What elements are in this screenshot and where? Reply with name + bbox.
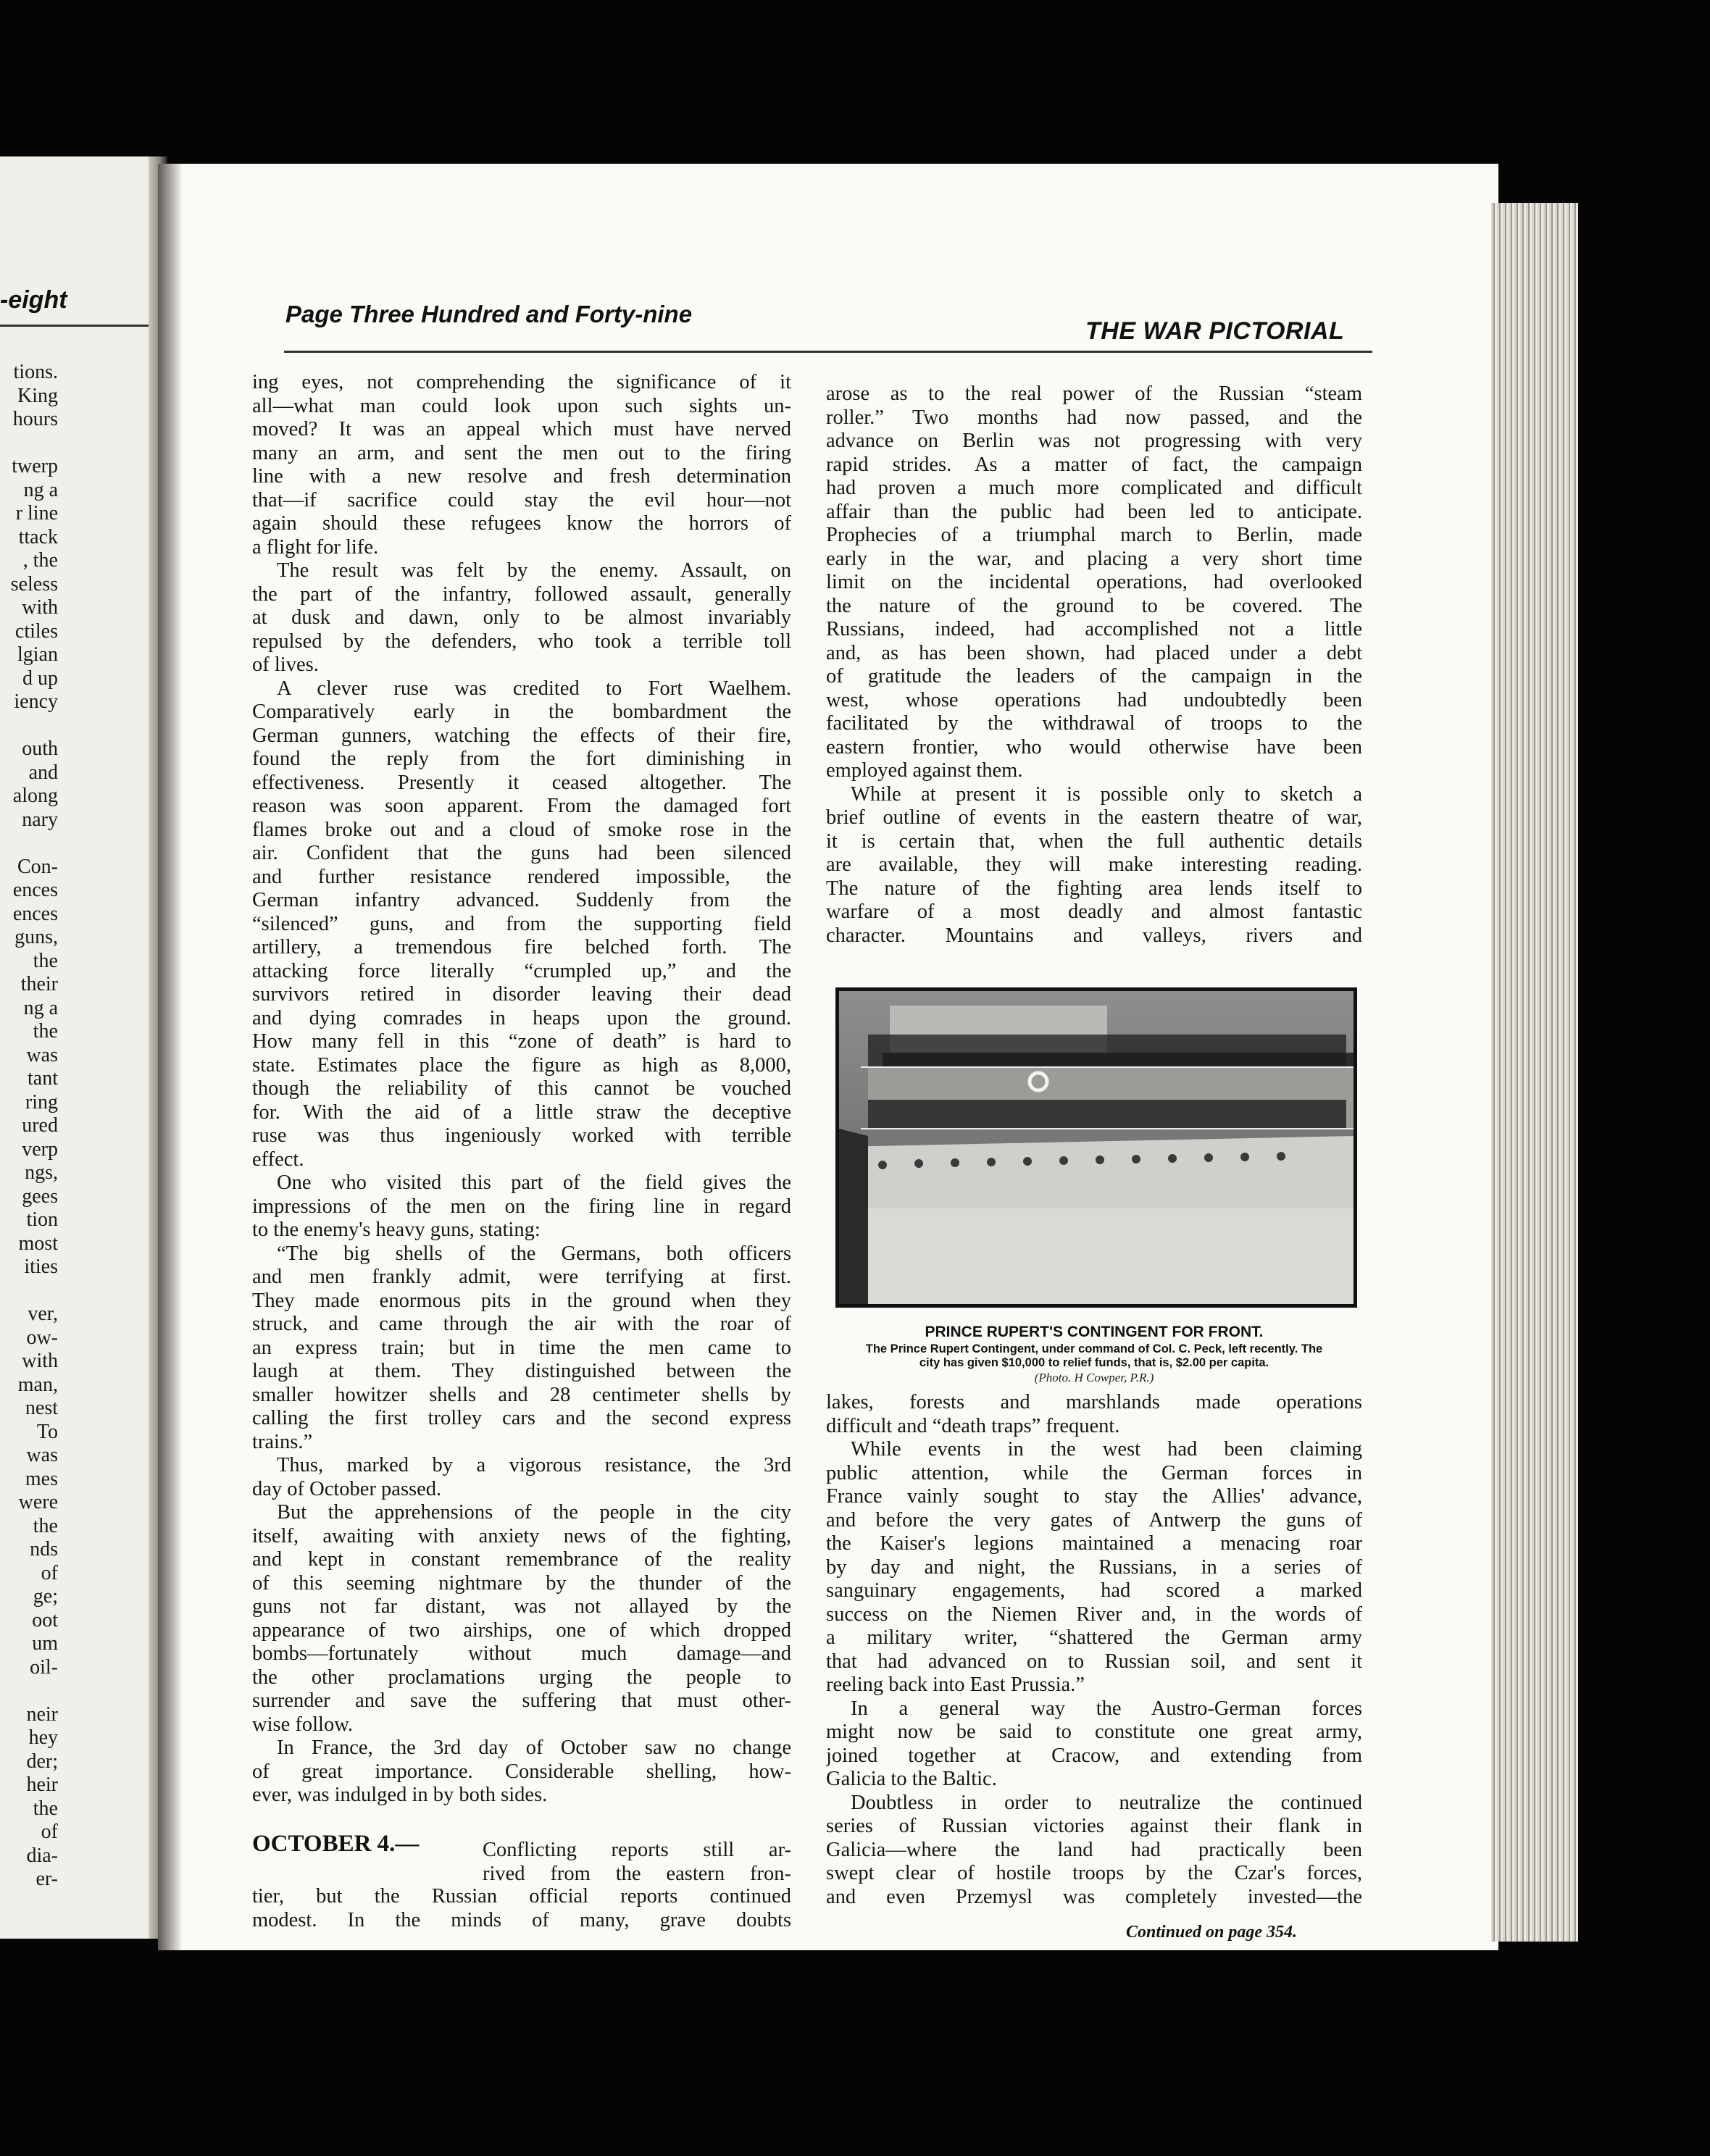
left-column-text: [252, 371, 791, 1808]
text-line: appearance of two airships, one of which dropped: [252, 1618, 791, 1642]
facing-page-line: ring: [25, 1090, 58, 1113]
facing-page-line: , the: [22, 549, 58, 572]
text-line: and before the very gates of Antwerp the guns of: [826, 1508, 1362, 1532]
text-line: west, whose operations had undoubtedly been: [826, 688, 1362, 711]
text-line: While at present it is possible only to sketch a: [851, 782, 1362, 806]
text-line: eastern frontier, who would otherwise have been: [826, 735, 1362, 759]
photo-credit: (Photo. H Cowper, P.R.): [1034, 1371, 1154, 1384]
text-line: itself, awaiting with anxiety news of the fighting,: [252, 1524, 791, 1547]
right-column-text-top: [826, 383, 1362, 948]
facing-page-line: um: [32, 1632, 58, 1655]
facing-page-line: twerp: [12, 455, 58, 477]
text-line: the part of the infantry, followed assault, generally: [252, 582, 791, 606]
text-line: day of October passed.: [252, 1477, 442, 1500]
text-line: the nature of the ground to be covered. The: [826, 594, 1362, 617]
text-line: modest. In the minds of many, grave doubts: [252, 1908, 791, 1931]
facing-page-line: ities: [24, 1255, 58, 1278]
text-line: But the apprehensions of the people in the city: [277, 1501, 791, 1524]
facing-page-line: tion: [26, 1208, 58, 1231]
caption-line: city has given $10,000 to relief funds, that is, $2.00 per capita.: [919, 1356, 1269, 1369]
text-line: sanguinary engagements, had scored a marked: [826, 1579, 1362, 1602]
text-line: Doubtless in order to neutralize the continued: [851, 1791, 1362, 1814]
facing-page-line: ttack: [18, 525, 58, 548]
facing-page-line: the: [33, 1020, 58, 1043]
text-line: and even Przemysl was completely invested—the: [826, 1885, 1362, 1908]
text-line: early in the war, and placing a very short time: [826, 547, 1362, 570]
text-line: effect.: [252, 1148, 304, 1171]
text-line: for. With the aid of a little straw the deceptive: [252, 1100, 791, 1124]
facing-page-line: hey: [28, 1726, 58, 1749]
spine-shadow: [158, 164, 183, 1950]
text-line: character. Mountains and valleys, rivers and: [826, 924, 1362, 947]
facing-page-line: seless: [10, 572, 58, 596]
facing-page-line: To: [36, 1420, 58, 1443]
facing-page-line: ences: [12, 879, 58, 901]
text-line: and, as has been shown, had placed under a debt: [826, 641, 1362, 664]
facing-page-line: dia-: [26, 1844, 58, 1867]
text-line: reason was soon apparent. From the damaged fort: [252, 795, 791, 817]
text-line: In a general way the Austro-German forces: [851, 1697, 1362, 1720]
publication-title: THE WAR PICTORIAL: [1085, 317, 1345, 345]
facing-page-line: ow-: [26, 1326, 58, 1349]
facing-page-line: man,: [17, 1373, 58, 1396]
text-line: German gunners, watching the effects of their fire,: [252, 724, 791, 747]
text-line: and kept in constant remembrance of the reality: [252, 1548, 791, 1571]
october-intro-text: [483, 1839, 791, 1886]
text-line: attacking force literally “crumpled up,” and the: [252, 959, 791, 982]
text-line: and men frankly admit, were terrifying at first.: [252, 1266, 791, 1288]
text-line: of great importance. Considerable shelling, how-: [252, 1760, 791, 1783]
facing-page-line: tions.: [13, 361, 58, 383]
text-line: many an arm, and sent the men out to the firing: [252, 441, 791, 464]
text-line: impressions of the men on the firing line in regard: [252, 1195, 791, 1218]
facing-page-line: nds: [30, 1538, 58, 1560]
text-line: at dusk and dawn, only to be almost invariably: [252, 606, 791, 629]
facing-page-line: of: [41, 1821, 58, 1843]
text-line: series of Russian victories against their flank in: [826, 1815, 1362, 1837]
text-line: In France, the 3rd day of October saw no change: [277, 1737, 791, 1759]
text-line: A clever ruse was credited to Fort Waelhem.: [277, 677, 791, 700]
text-line: rived from the eastern fron-: [483, 1862, 791, 1885]
facing-page-line: mes: [25, 1467, 58, 1490]
facing-page-line: the: [33, 1797, 58, 1820]
text-line: “The big shells of the Germans, both officers: [277, 1242, 791, 1265]
facing-page-line: d up: [22, 667, 58, 690]
text-line: of gratitude the leaders of the campaign in the: [826, 665, 1362, 688]
text-line: laugh at them. They distinguished between the: [252, 1360, 791, 1382]
text-line: affair than the public had been led to anticipate.: [826, 500, 1362, 523]
facing-page-line: r line: [15, 502, 58, 525]
facing-page-line: the: [33, 949, 58, 972]
facing-page-line: their: [20, 973, 58, 995]
text-line: by day and night, the Russians, in a series of: [826, 1555, 1362, 1579]
facing-page-line: oot: [32, 1608, 58, 1631]
text-line: limit on the incidental operations, had overlooked: [826, 571, 1362, 593]
page-stack-edge: [1491, 203, 1578, 1942]
text-line: Prophecies of a triumphal march to Berlin, made: [826, 524, 1362, 546]
facing-page-line: guns,: [14, 926, 58, 948]
facing-page-line: nary: [22, 808, 58, 831]
continued-note: Continued on page 354.: [1126, 1923, 1298, 1942]
text-line: Galicia—where the land had practically been: [826, 1838, 1362, 1861]
facing-page-line: gees: [22, 1184, 58, 1208]
facing-page-line: der;: [26, 1750, 58, 1773]
text-line: ing eyes, not comprehending the significance of it: [252, 371, 791, 393]
text-line: calling the first trolley cars and the second express: [252, 1407, 791, 1429]
text-line: brief outline of events in the eastern theatre of war,: [826, 806, 1362, 829]
text-line: facilitated by the withdrawal of troops to the: [826, 712, 1362, 735]
text-line: might now be said to constitute one great army,: [826, 1721, 1362, 1743]
text-line: air. Confident that the guns had been silenced: [252, 842, 791, 864]
text-line: They made enormous pits in the ground when they: [252, 1289, 791, 1312]
facing-page-line: [0, 1679, 58, 1703]
text-line: bombs—fortunately without much damage—and: [252, 1642, 791, 1665]
text-line: success on the Niemen River and, in the words of: [826, 1603, 1362, 1626]
text-line: guns not far distant, was not allayed by the: [252, 1595, 791, 1618]
facing-page-line: ng a: [23, 996, 58, 1019]
header-rule: [284, 351, 1372, 353]
photo-caption-body: [826, 1342, 1362, 1370]
text-line: ruse was thus ingeniously worked with terrible: [252, 1124, 791, 1147]
facing-page-line: were: [18, 1491, 58, 1513]
text-line: Galicia to the Baltic.: [826, 1768, 997, 1790]
text-line: ever, was indulged in by both sides.: [252, 1784, 548, 1806]
facing-page-line: ngs,: [25, 1161, 58, 1184]
facing-page-line: along: [12, 785, 58, 807]
text-line: effectiveness. Presently it ceased altogether. The: [252, 771, 791, 794]
caption-line: The Prince Rupert Contingent, under command of Col. C. Peck, left recently. The: [865, 1342, 1323, 1355]
facing-page-line: [0, 714, 58, 738]
facing-page-line: ences: [12, 902, 58, 925]
text-line: a military writer, “shattered the German army: [826, 1626, 1362, 1649]
text-line: tier, but the Russian official reports continued: [252, 1885, 791, 1908]
facing-page-line: neir: [26, 1702, 58, 1726]
facing-page-line: most: [18, 1232, 58, 1255]
text-line: again should these refugees know the horrors of: [252, 512, 791, 535]
text-line: the other proclamations urging the people to: [252, 1666, 791, 1689]
facing-page-text: [0, 361, 58, 1892]
facing-page-line: was: [26, 1043, 58, 1066]
facing-page-line: er-: [36, 1868, 58, 1890]
text-line: The result was felt by the enemy. Assault, on: [277, 559, 791, 582]
facing-page-line: heir: [26, 1773, 58, 1796]
text-line: German infantry advanced. Suddenly from the: [252, 889, 791, 911]
facing-page-line: iency: [14, 690, 58, 713]
october-continued-text: [252, 1885, 791, 1932]
photo-caption-title: PRINCE RUPERT'S CONTINGENT FOR FRONT.: [925, 1324, 1264, 1340]
facing-page-line: oil-: [30, 1655, 58, 1679]
date-heading: OCTOBER 4.—: [252, 1831, 420, 1857]
text-line: the Kaiser's legions maintained a menacing roar: [826, 1532, 1362, 1555]
text-line: roller.” Two months had now passed, and the: [826, 406, 1362, 429]
text-line: How many fell in this “zone of death” is hard to: [252, 1030, 791, 1053]
facing-page-line: with: [22, 1350, 58, 1372]
facing-page-line: was: [26, 1444, 58, 1466]
text-line: arose as to the real power of the Russian “steam: [826, 383, 1362, 405]
text-line: struck, and came through the air with the roar of: [252, 1313, 791, 1335]
text-line: rapid strides. As a matter of fact, the campaign: [826, 453, 1362, 476]
text-line: line with a new resolve and fresh determination: [252, 465, 791, 488]
facing-page-line: [0, 1279, 58, 1303]
text-line: trains.”: [252, 1430, 313, 1453]
text-line: are available, they will make interesting reading.: [826, 853, 1362, 876]
facing-page-header: -eight: [0, 286, 67, 314]
text-line: Thus, marked by a vigorous resistance, the 3rd: [277, 1454, 791, 1476]
text-line: to the enemy's heavy guns, stating:: [252, 1219, 541, 1241]
facing-page-line: ver,: [28, 1303, 58, 1325]
facing-page-line: and: [28, 761, 58, 784]
text-line: wise follow.: [252, 1713, 354, 1736]
text-line: it is certain that, when the full authentic details: [826, 830, 1362, 853]
text-line: Comparatively early in the bombardment the: [252, 701, 791, 723]
facing-page-line: ctiles: [14, 619, 58, 643]
page-number-header: Page Three Hundred and Forty-nine: [285, 301, 693, 327]
facing-page-line: ge;: [33, 1585, 58, 1608]
text-line: an express train; but in time the men came to: [252, 1336, 791, 1359]
text-line: swept clear of hostile troops by the Czar's forces,: [826, 1862, 1362, 1884]
text-line: repulsed by the defenders, who took a terrible toll: [252, 630, 791, 653]
facing-page-line: [0, 432, 58, 456]
facing-page-line: of: [41, 1561, 58, 1584]
text-line: One who visited this part of the field gives the: [277, 1171, 791, 1194]
text-line: that had advanced on to Russian soil, and sent it: [826, 1650, 1362, 1673]
text-line: reeling back into East Prussia.”: [826, 1674, 1085, 1696]
text-line: had proven a much more complicated and difficult: [826, 477, 1362, 499]
text-line: smaller howitzer shells and 28 centimeter shells by: [252, 1383, 791, 1406]
text-line: though the reliability of this cannot be vouched: [252, 1077, 791, 1100]
facing-page-line: ng a: [23, 478, 58, 501]
text-line: state. Estimates place the figure as high as 8,000,: [252, 1053, 791, 1077]
text-line: joined together at Cracow, and extending from: [826, 1744, 1362, 1767]
text-line: that—if sacrifice could stay the evil hour—not: [252, 488, 791, 511]
text-line: of lives.: [252, 653, 319, 676]
text-line: Russians, indeed, had accomplished not a little: [826, 618, 1362, 640]
text-line: public attention, while the German forces in: [826, 1461, 1362, 1484]
text-line: moved? It was an appeal which must have nerved: [252, 418, 791, 440]
text-line: found the reply from the fort diminishing in: [252, 748, 791, 770]
text-line: employed against them.: [826, 759, 1023, 782]
text-line: France vainly sought to stay the Allies' advance,: [826, 1485, 1362, 1508]
text-line: lakes, forests and marshlands made operations: [826, 1391, 1362, 1413]
facing-page-rule: [0, 325, 149, 327]
text-line: advance on Berlin was not progressing with very: [826, 430, 1362, 452]
text-line: The nature of the fighting area lends itself to: [826, 877, 1362, 900]
text-line: difficult and “death traps” frequent.: [826, 1414, 1120, 1437]
text-line: Conflicting reports still ar-: [483, 1839, 791, 1861]
text-line: “silenced” guns, and from the supporting field: [252, 912, 791, 935]
text-line: survivors retired in disorder leaving their dead: [252, 983, 791, 1006]
facing-page-line: with: [22, 596, 58, 619]
text-line: surrender and save the suffering that must other-: [252, 1689, 791, 1712]
ship-photograph: [835, 987, 1357, 1308]
facing-page-line: verp: [22, 1137, 58, 1161]
facing-page-line: the: [33, 1514, 58, 1537]
text-line: of this seeming nightmare by the thunder of the: [252, 1571, 791, 1595]
text-line: all—what man could look upon such sights un-: [252, 394, 791, 417]
text-line: flames broke out and a cloud of smoke rose in the: [252, 818, 791, 841]
right-column-text-bottom: [826, 1391, 1362, 1909]
facing-page-line: Con-: [17, 855, 58, 878]
facing-page-line: hours: [12, 408, 58, 430]
facing-page-line: King: [17, 384, 58, 407]
text-line: warfare of a most deadly and almost fantastic: [826, 901, 1362, 923]
facing-page-line: ured: [22, 1114, 58, 1137]
text-line: While events in the west had been claiming: [851, 1438, 1362, 1461]
facing-page-line: outh: [22, 738, 58, 760]
facing-page-line: tant: [28, 1067, 58, 1090]
text-line: and further resistance rendered impossible, the: [252, 865, 791, 888]
text-line: artillery, a tremendous fire belched forth. The: [252, 936, 791, 958]
facing-page-line: nest: [25, 1397, 58, 1419]
text-line: and dying comrades in heaps upon the ground.: [252, 1006, 791, 1029]
facing-page-line: lgian: [17, 643, 58, 666]
facing-page-line: [0, 832, 58, 856]
text-line: a flight for life.: [252, 535, 379, 559]
